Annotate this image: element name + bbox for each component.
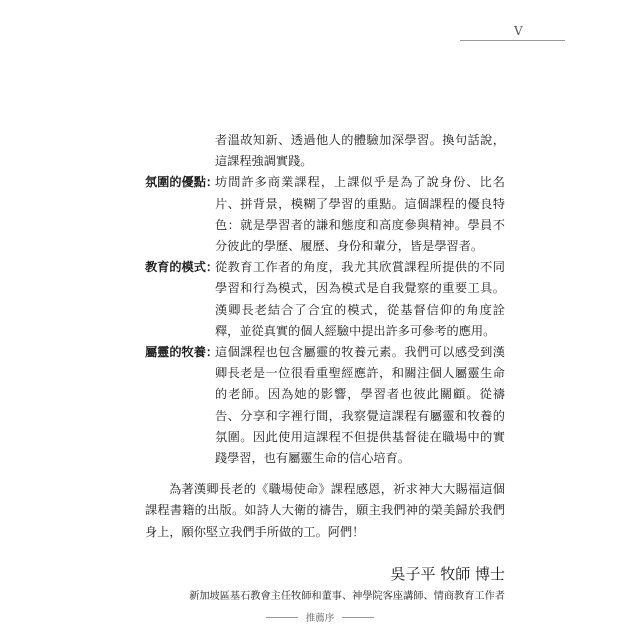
footer-section-title: 推薦序 (305, 613, 335, 624)
paragraph-education-model (145, 257, 505, 342)
page-footer (0, 610, 640, 624)
section-term: 氛圍的優點： (145, 175, 219, 190)
section-term: 教育的模式： (145, 260, 219, 275)
section-term: 屬靈的牧養： (145, 345, 219, 360)
paragraph-text: 從教育工作者的角度，我尤其欣賞課程所提供的不同學習和行為模式，因為模式是自我覺察的重要工具。漢卿長老結合了合宜的模式，從基督信仰的角度詮釋，並從真實的個人經驗中提出許多可參考的應用。 (215, 260, 505, 338)
paragraph-atmosphere (145, 172, 505, 257)
paragraph-continuation (145, 130, 505, 172)
paragraph-text: 這個課程也包含屬靈的牧養元素。我們可以感受到漢卿長老是一位很看重聖經應許，和關注個人屬靈生命的老師。因為她的影響，學習者也彼此關顧。從禱告、分享和字裡行間，我察覺這課程有屬靈和牧養的氛圍。因此使用這課程不但提供基督徒在職場中的實踐學習，也有屬靈生命的信心培育。 (215, 345, 505, 466)
paragraph-text: 者溫故知新、透過他人的體驗加深學習。換句話說，這課程強調實踐。 (215, 133, 505, 169)
signature: 吳子平 牧師 博士 (390, 564, 505, 583)
header-rule (460, 40, 565, 41)
paragraph-text: 坊間許多商業課程，上課似乎是為了說身份、比名片、拼背景，模糊了學習的重點。這個課程的優良特色：就是學習者的謙和態度和高度參與精神。學員不分彼此的學歷、履歷、身份和輩分，皆是學習者。 (215, 175, 505, 254)
footer-rule-left (266, 617, 298, 618)
page-number: V (514, 24, 523, 38)
footer-rule-right (342, 617, 374, 618)
paragraph-spiritual-care (145, 342, 505, 469)
affiliation: 新加坡區基石教會主任牧師和董事、神學院客座講師、情商教育工作者 (189, 590, 505, 602)
term-spacer (145, 130, 215, 172)
document-body (145, 130, 505, 605)
closing-paragraph: 為著漢卿長老的《職場使命》課程感恩，祈求神大大賜福這個課程書籍的出版。如詩人大衛的禱告，願主我們神的榮美歸於我們身上，願你堅立我們手所做的工。阿們！ (145, 482, 505, 539)
